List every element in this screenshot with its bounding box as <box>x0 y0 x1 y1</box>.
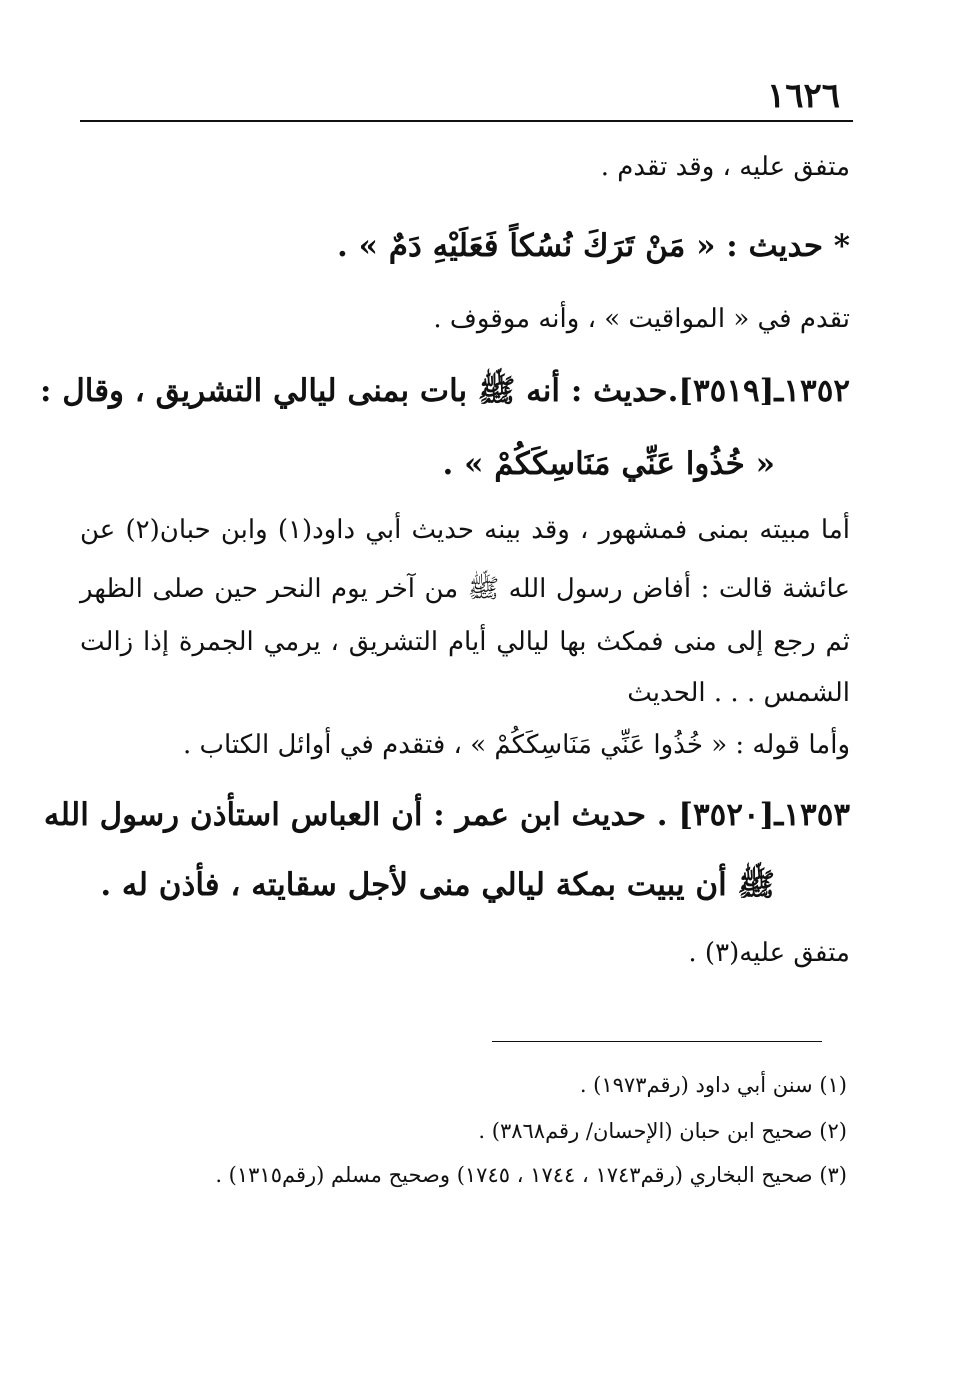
hadith-heading: ١٣٥٣ـ[٣٥٢٠] . حديث ابن عمر : أن العباس استأذن رسول الله <box>43 797 850 833</box>
text-line: عائشة قالت : أفاض رسول الله ﷺ من آخر يوم النحر حين صلى الظهر <box>80 574 850 604</box>
text-line: الشمس . . . الحديث <box>627 678 850 708</box>
hadith-heading: « خُذُوا عَنِّي مَنَاسِكَكُمْ » . <box>442 446 775 482</box>
footnote: (٢) صحيح ابن حبان (الإحسان/ رقم٣٨٦٨) . <box>478 1119 847 1143</box>
footnote: (٣) صحيح البخاري (رقم١٧٤٣ ، ١٧٤٤ ، ١٧٤٥) وصحيح مسلم (رقم١٣١٥) . <box>215 1163 847 1187</box>
text-line: تقدم في « المواقيت » ، وأنه موقوف . <box>433 304 850 334</box>
header-rule <box>80 120 853 122</box>
hadith-heading: * حديث : « مَنْ تَرَكَ نُسُكاً فَعَلَيْهِ دَمٌ » . <box>337 228 850 264</box>
hadith-heading: ﷺ أن يبيت بمكة ليالي منى لأجل سقايته ، فأذن له . <box>100 867 775 903</box>
text-line: وأما قوله : « خُذُوا عَنِّي مَنَاسِكَكُمْ » ، فتقدم في أوائل الكتاب . <box>183 730 850 760</box>
footnote: (١) سنن أبي داود (رقم١٩٧٣) . <box>579 1073 847 1097</box>
page-number: ١٦٢٦ <box>766 76 840 116</box>
footnote-separator <box>492 1041 822 1042</box>
text-line: ثم رجع إلى منى فمكث بها ليالي أيام التشريق ، يرمي الجمرة إذا زالت <box>80 627 850 657</box>
text-line: متفق عليه(٣) . <box>688 938 850 968</box>
text-line: متفق عليه ، وقد تقدم . <box>600 152 850 182</box>
hadith-heading: ١٣٥٢ـ[٣٥١٩].حديث : أنه ﷺ بات بمنى ليالي التشريق ، وقال : <box>40 373 850 409</box>
text-line: أما مبيته بمنى فمشهور ، وقد بينه حديث أبي داود(١) وابن حبان(٢) عن <box>80 515 850 545</box>
